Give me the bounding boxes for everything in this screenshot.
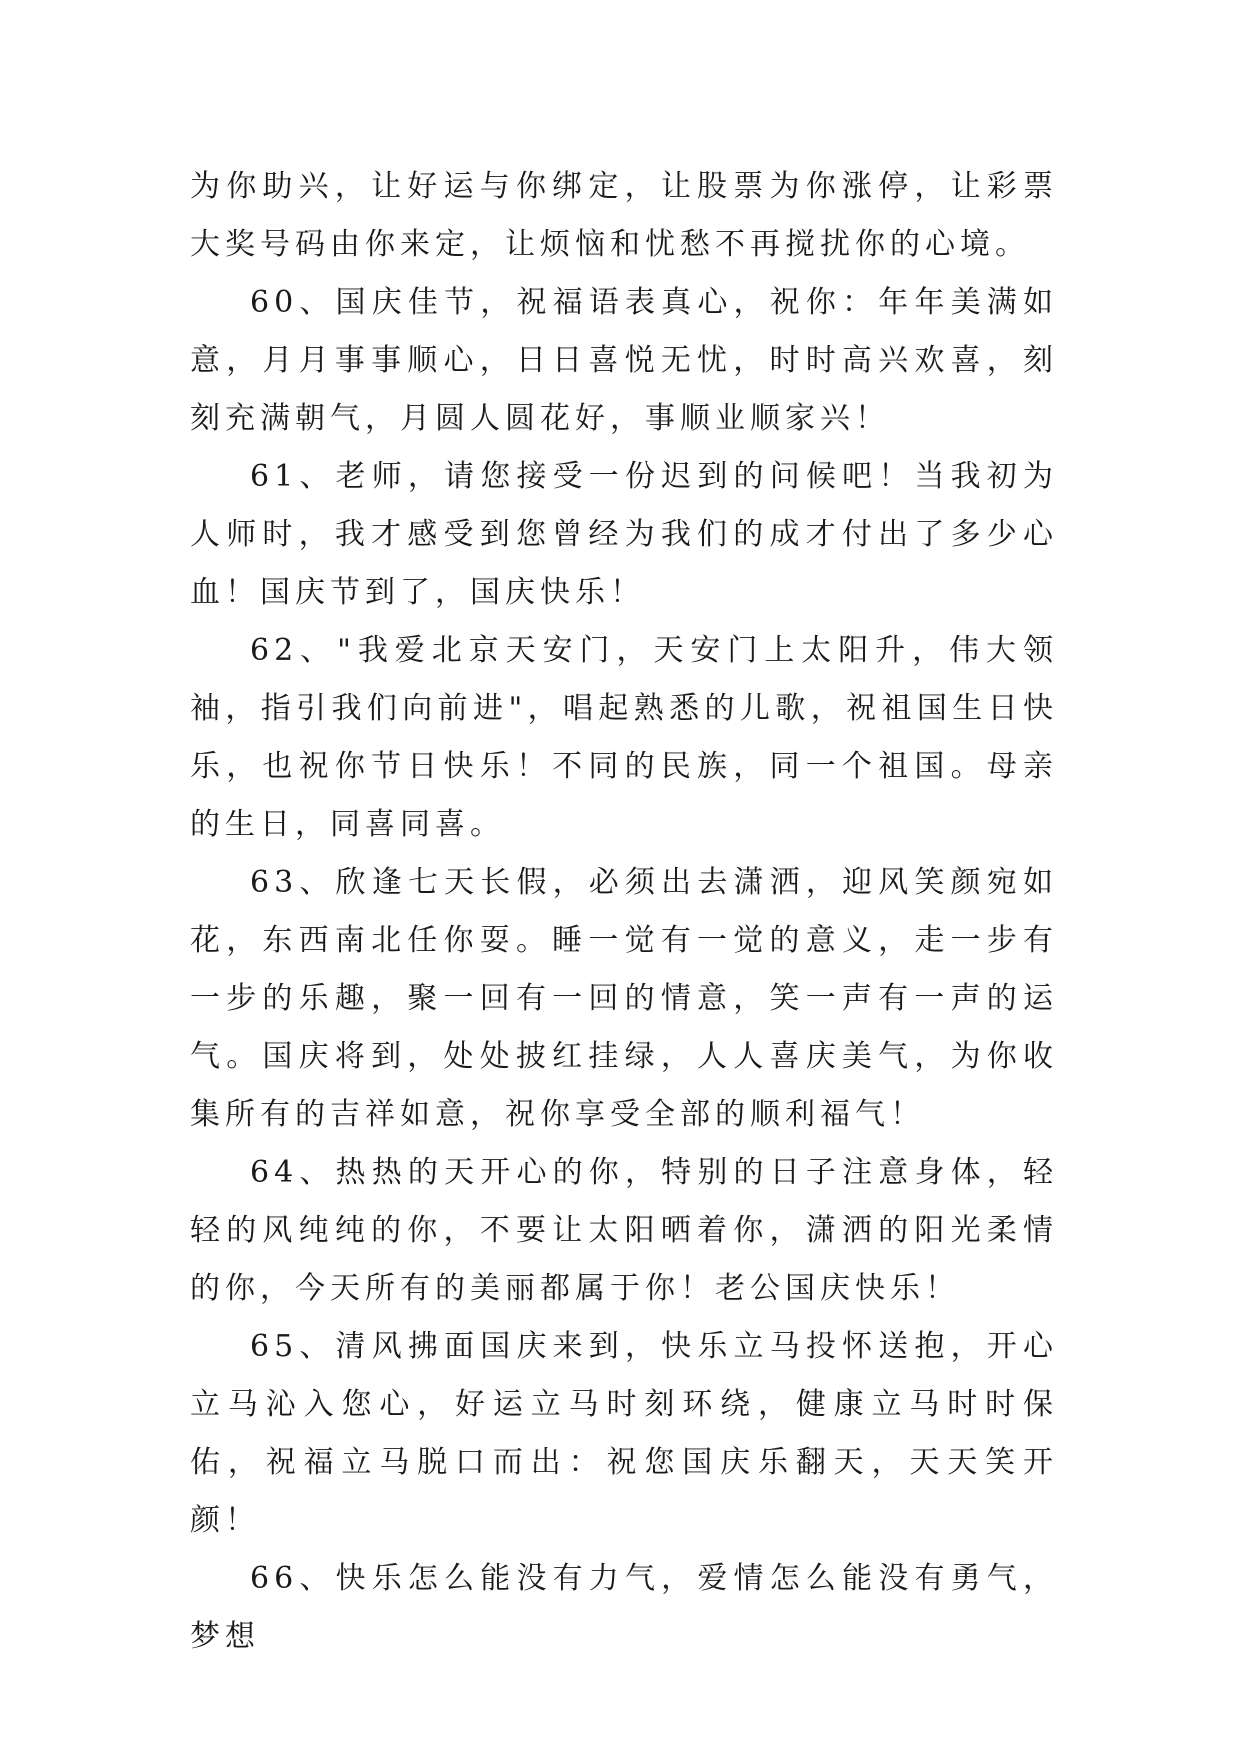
document-body <box>190 158 1058 1666</box>
paragraph-65: 65、清风拂面国庆来到，快乐立马投怀送抱，开心立马沁入您心，好运立马时刻环绕，健康立马时时保佑，祝福立马脱口而出：祝您国庆乐翻天，天天笑开颜！ <box>190 1329 1058 1538</box>
paragraph-61: 61、老师，请您接受一份迟到的问候吧！当我初为人师时，我才感受到您曾经为我们的成才付出了多少心血！国庆节到了，国庆快乐！ <box>190 459 1058 610</box>
paragraph-continued: 为你助兴，让好运与你绑定，让股票为你涨停，让彩票大奖号码由你来定，让烦恼和忧愁不再搅扰你的心境。 <box>190 169 1058 262</box>
paragraph-64: 64、热热的天开心的你，特别的日子注意身体，轻轻的风纯纯的你，不要让太阳晒着你，潇洒的阳光柔情的你，今天所有的美丽都属于你！老公国庆快乐！ <box>190 1155 1058 1306</box>
paragraph-60: 60、国庆佳节，祝福语表真心，祝你：年年美满如意，月月事事顺心，日日喜悦无忧，时时高兴欢喜，刻刻充满朝气，月圆人圆花好，事顺业顺家兴！ <box>190 285 1058 436</box>
paragraph-63: 63、欣逢七天长假，必须出去潇洒，迎风笑颜宛如花，东西南北任你耍。睡一觉有一觉的意义，走一步有一步的乐趣，聚一回有一回的情意，笑一声有一声的运气。国庆将到，处处披红挂绿，人人喜庆美气，为你收集所有的吉祥如意，祝你享受全部的顺利福气！ <box>190 865 1058 1132</box>
paragraph-66: 66、快乐怎么能没有力气，爱情怎么能没有勇气，梦想 <box>190 1561 1058 1654</box>
paragraph-62: 62、"我爱北京天安门，天安门上太阳升，伟大领袖，指引我们向前进"，唱起熟悉的儿歌，祝祖国生日快乐，也祝你节日快乐！不同的民族，同一个祖国。母亲的生日，同喜同喜。 <box>190 633 1058 842</box>
